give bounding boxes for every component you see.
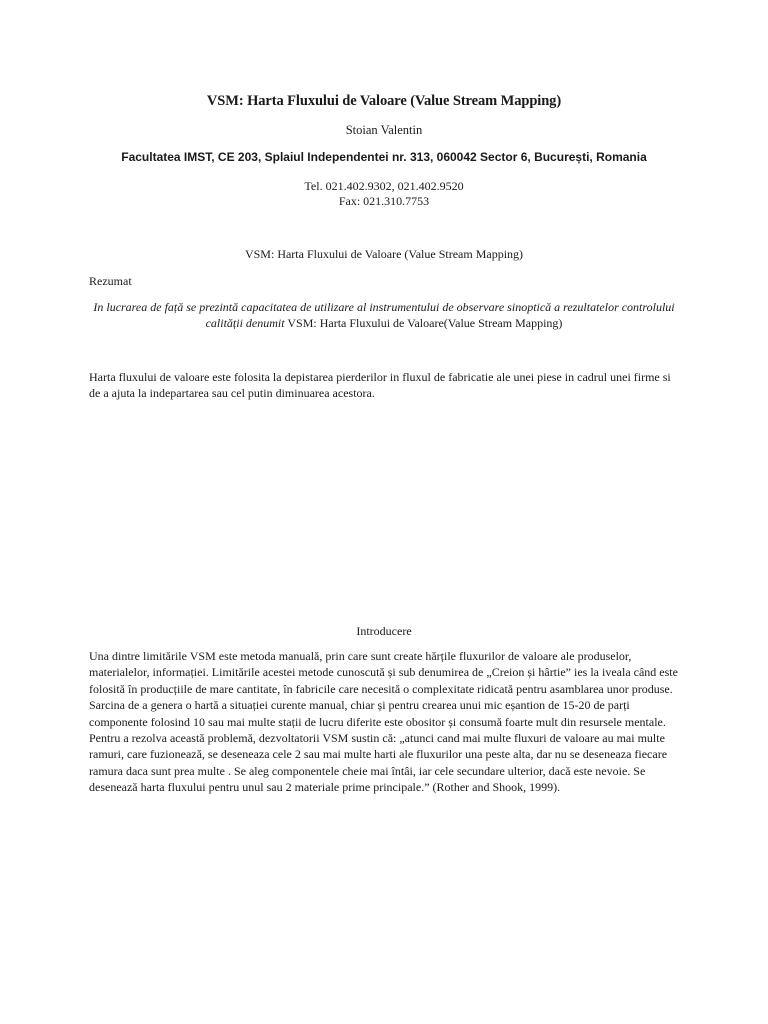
- abstract-plain: VSM: Harta Fluxului de Valoare(Value Stream Mapping): [284, 316, 563, 330]
- author-name: Stoian Valentin: [345, 123, 423, 137]
- abstract-text: [0, 299, 768, 331]
- intro-heading: Introducere: [356, 624, 412, 638]
- abstract-italic: In lucrarea de față se prezintă capacitatea de utilizare al instrumentului de observare sinoptică a rezultatelor controlului calității denumit: [93, 300, 675, 330]
- abstract-heading: Rezumat: [89, 274, 132, 288]
- fax: Fax: 021.310.7753: [338, 194, 430, 208]
- telephone: Tel. 021.402.9302, 021.402.9520: [304, 179, 464, 193]
- subtitle: VSM: Harta Fluxului de Valoare (Value Stream Mapping): [244, 247, 524, 261]
- contact-block: [0, 179, 768, 209]
- affiliation: Facultatea IMST, CE 203, Splaiul Independentei nr. 313, 060042 Sector 6, București, Romania: [121, 150, 647, 164]
- document-title: VSM: Harta Fluxului de Valoare (Value Stream Mapping): [206, 93, 562, 109]
- paragraph-summary: Harta fluxului de valoare este folosita la depistarea pierderilor in fluxul de fabricatie ale unei piese in cadrul unei firme si de a ajuta la indepartarea sau cel putin diminuarea acestora.: [89, 370, 671, 401]
- paragraph-introduction: Una dintre limitările VSM este metoda manuală, prin care sunt create hărțile fluxurilor de valoare ale produselor, materialelor, informației. Limitările acestei metode cunoscută și sub denumirea de „Creion și hârtie” ies la iveala când este folosită în producțiile de mare cantitate, în fabricile care necesită o complexitate ridicată pentru asamblarea unor produse. Sarcina de a genera o hartă a situației curente manual, chiar și pentru crearea unui mic eșantion de 15-20 de parți componente folosind 10 sau mai multe stații de lucru diferite este obositor și consumă foarte mult din resursele mentale. Pentru a rezolva această problemă, dezvoltatorii VSM sustin că: „atunci cand mai multe fluxuri de valoare au mai multe ramuri, care fuzionează, se deseneaza cele 2 sau mai multe harti ale fluxurilor una peste alta, dar nu se deseneaza fiecare ramura daca sunt prea multe . Se aleg componentele cheie mai întâi, iar cele secundare ulterior, dacă este nevoie. Se desenează harta fluxului pentru unul sau 2 materiale prime principale.” (Rother and Shook, 1999).: [89, 649, 678, 795]
